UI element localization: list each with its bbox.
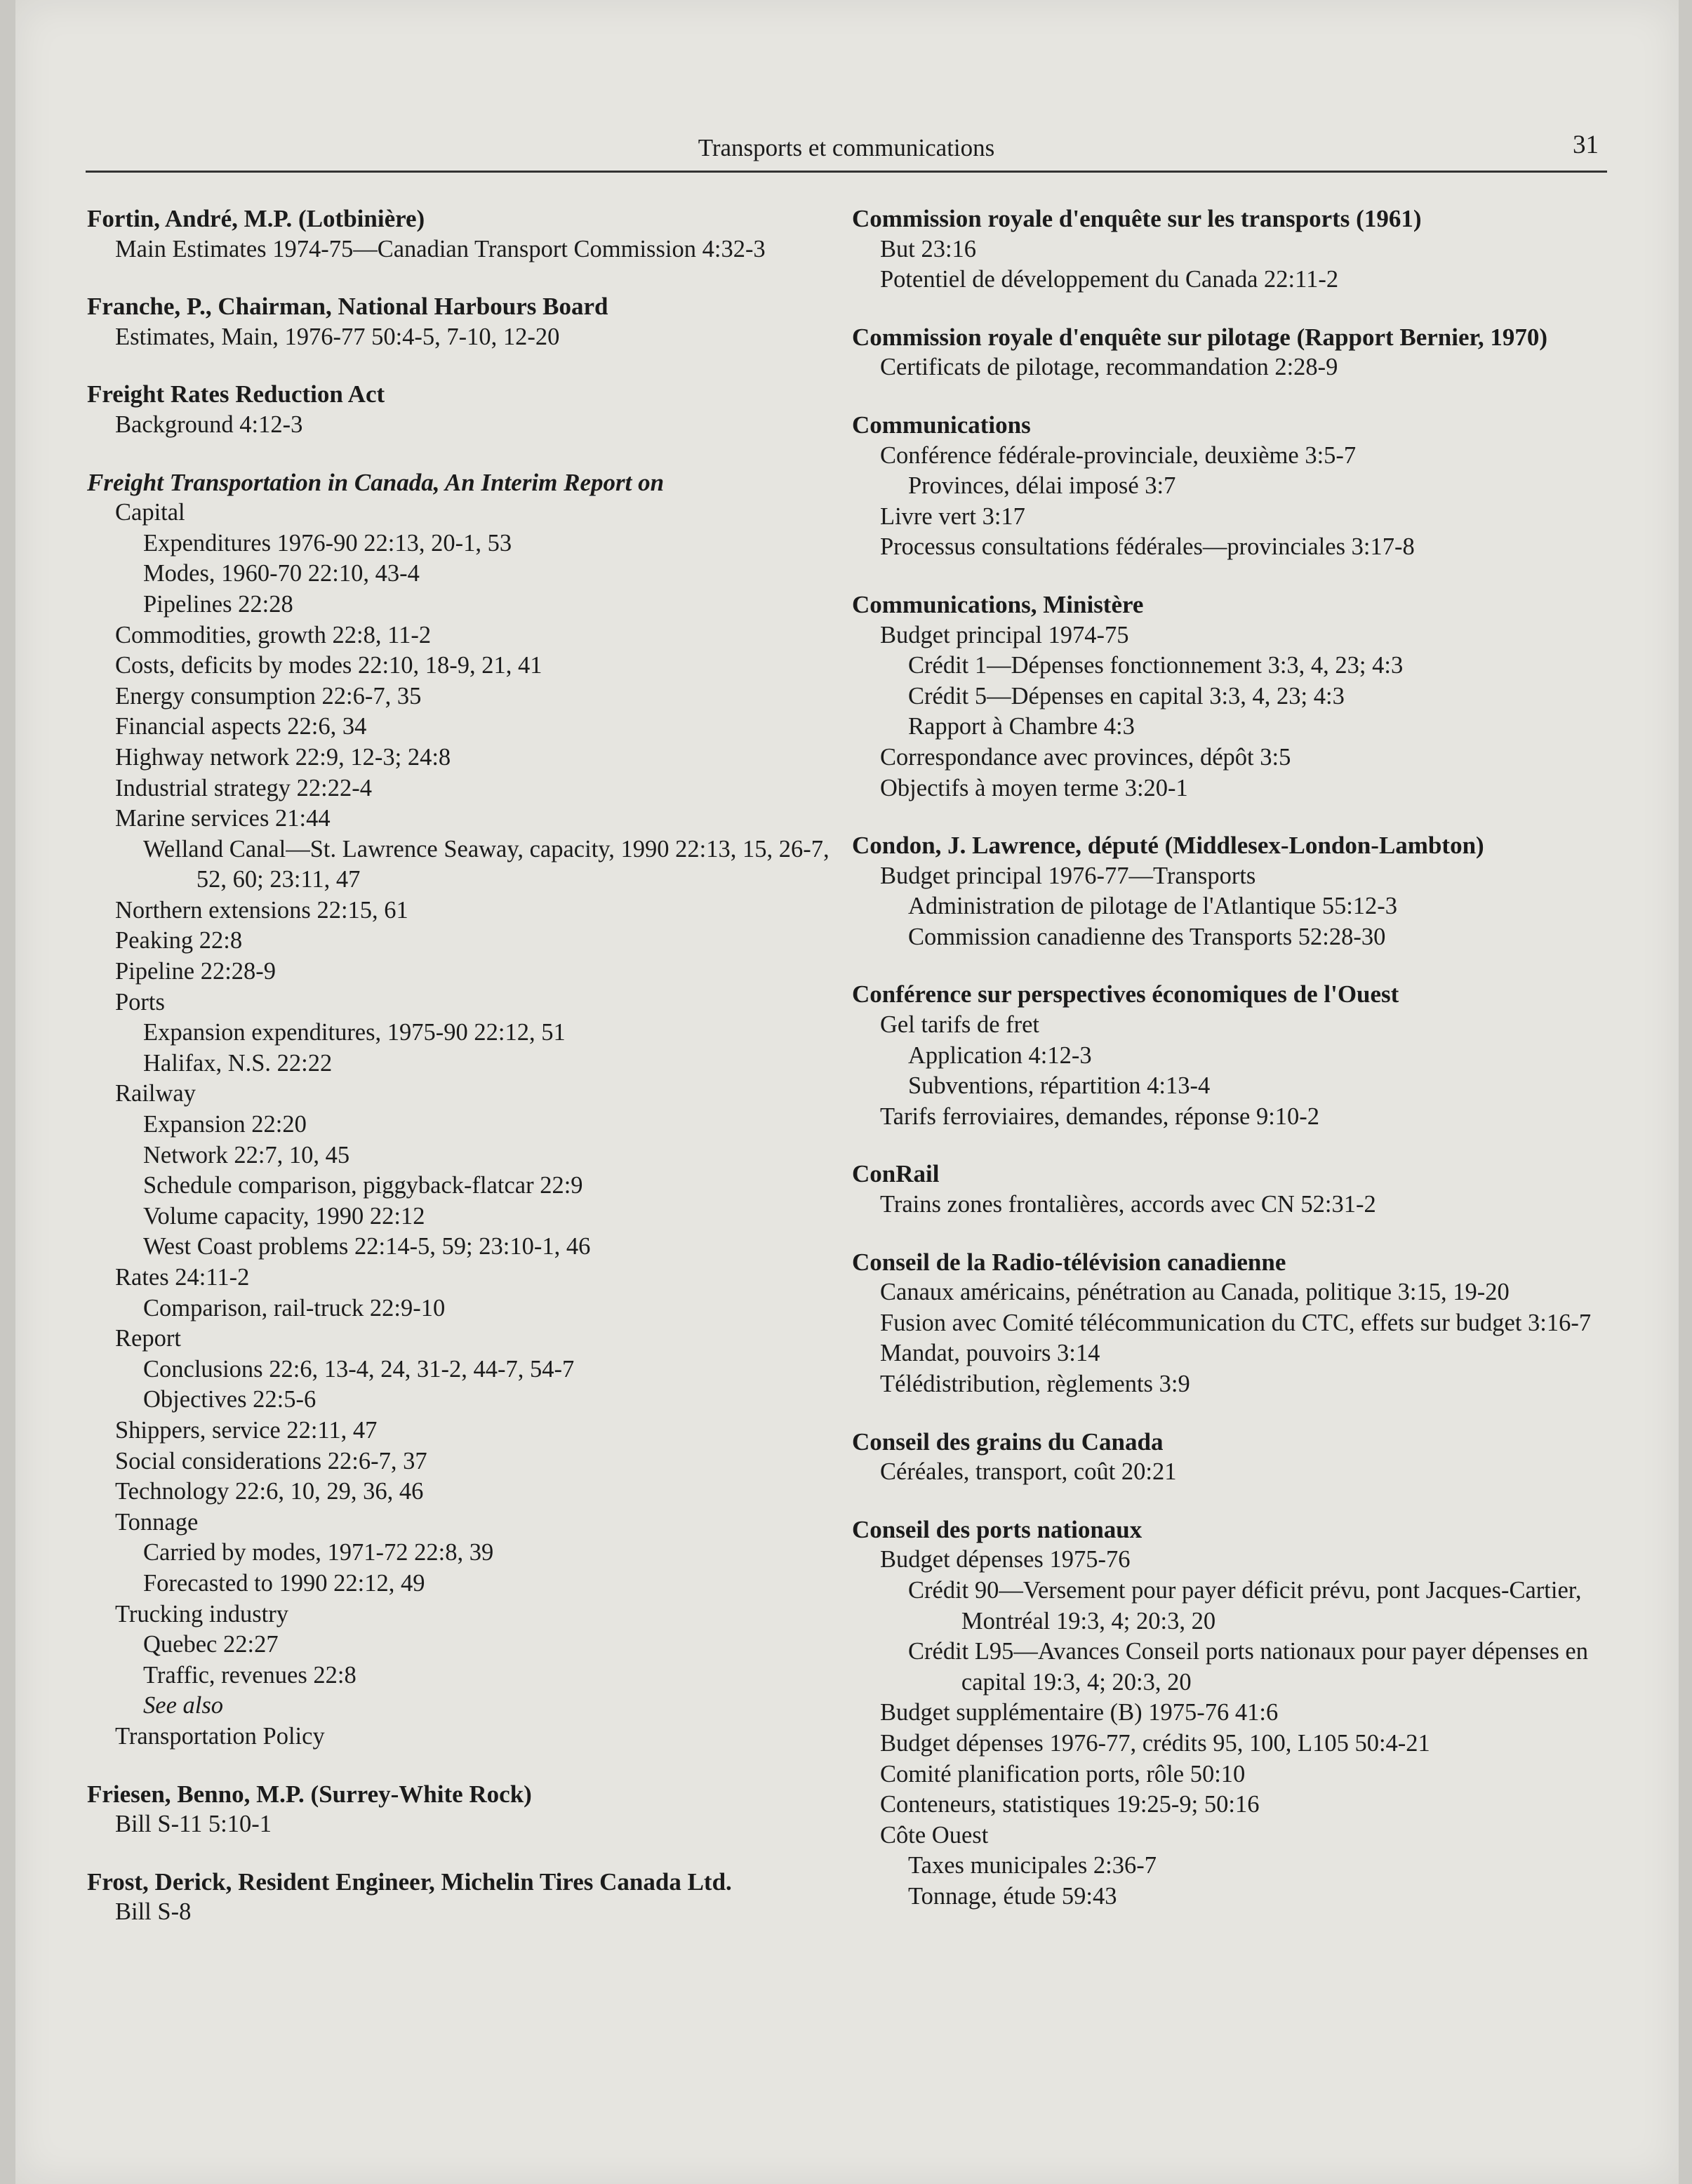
entry-subline: Ports [115, 988, 165, 1016]
entry-subline: Quebec 22:27 [143, 1631, 279, 1658]
index-entry [87, 1867, 845, 1928]
entry-subline: Tonnage [115, 1508, 199, 1536]
entry-subline: Carried by modes, 1971-72 22:8, 39 [143, 1539, 494, 1566]
entry-subline: Shippers, service 22:11, 47 [115, 1416, 378, 1444]
entry-subline: Fusion avec Comité télécommunication du CTC, effets sur budget 3:16-7 [880, 1309, 1592, 1336]
entry-subline: Report [115, 1325, 181, 1352]
entry-subline: Pipeline 22:28-9 [115, 958, 277, 985]
entry-heading: Conférence sur perspectives économiques de l'Ouest [852, 980, 1399, 1008]
entry-heading: Condon, J. Lawrence, député (Middlesex-London-Lambton) [852, 832, 1484, 860]
entry-subline: Expansion expenditures, 1975-90 22:12, 51 [143, 1019, 566, 1046]
index-entry [852, 1514, 1624, 1912]
entry-subline: Railway [115, 1080, 196, 1107]
entry-heading: Communications, Ministère [852, 590, 1144, 618]
index-entry [852, 1247, 1624, 1400]
entry-subline: Schedule comparison, piggyback-flatcar 22:9 [143, 1172, 583, 1199]
entry-subline: Budget dépenses 1976-77, crédits 95, 100, L105 50:4-21 [880, 1729, 1430, 1757]
entry-subline: Conteneurs, statistiques 19:25-9; 50:16 [880, 1791, 1260, 1818]
left-column [87, 204, 845, 1955]
entry-subline: Crédit 90—Versement pour payer déficit prévu, pont Jacques-Cartier, Montréal 19:3, 4; 20:3, 20 [908, 1576, 1582, 1634]
entry-subline: Tonnage, étude 59:43 [908, 1882, 1117, 1910]
entry-subline: Trucking industry [115, 1600, 288, 1627]
entry-subline: Social considerations 22:6-7, 37 [115, 1447, 427, 1474]
index-entry [87, 204, 845, 265]
entry-subline: Rapport à Chambre 4:3 [908, 713, 1135, 740]
entry-subline: Budget principal 1974-75 [880, 621, 1129, 648]
page-number: 31 [1573, 131, 1599, 159]
entry-subline: Potentiel de développement du Canada 22:11-2 [880, 266, 1339, 293]
index-entry [852, 830, 1624, 952]
entry-subline: Transportation Policy [115, 1722, 325, 1750]
index-entry [852, 322, 1624, 383]
entry-subline: Crédit 5—Dépenses en capital 3:3, 4, 23; 4:3 [908, 682, 1345, 710]
entry-subline: Crédit L95—Avances Conseil ports nationaux pour payer dépenses en capital 19:3, 4; 20:3, 20 [908, 1638, 1588, 1696]
entry-heading: Conseil de la Radio-télévision canadienne [852, 1248, 1286, 1276]
entry-subline: Bill S-11 5:10-1 [115, 1811, 272, 1838]
entry-heading: Freight Transportation in Canada, An Interim Report on [87, 468, 665, 496]
entry-heading: Fortin, André, M.P. (Lotbinière) [87, 205, 425, 232]
entry-subline: Conférence fédérale-provinciale, deuxième 3:5-7 [880, 441, 1357, 469]
entry-subline: Marine services 21:44 [115, 805, 331, 832]
entry-subline: Conclusions 22:6, 13-4, 24, 31-2, 44-7, 54-7 [143, 1355, 575, 1383]
index-entry [87, 379, 845, 440]
entry-subline: Livre vert 3:17 [880, 502, 1025, 530]
index-page [15, 0, 1679, 2184]
entry-subline: Bill S-8 [115, 1898, 192, 1926]
entry-heading: Franche, P., Chairman, National Harbours Board [87, 293, 608, 321]
entry-subline: Commodities, growth 22:8, 11-2 [115, 621, 432, 648]
entry-subline: Mandat, pouvoirs 3:14 [880, 1340, 1100, 1367]
entry-subline: Objectives 22:5-6 [143, 1386, 317, 1413]
entry-heading: Communications [852, 411, 1031, 439]
entry-subline: Traffic, revenues 22:8 [143, 1661, 357, 1689]
entry-subline: Budget supplémentaire (B) 1975-76 41:6 [880, 1699, 1279, 1726]
entry-subline: Financial aspects 22:6, 34 [115, 713, 367, 740]
entry-subline: Welland Canal—St. Lawrence Seaway, capacity, 1990 22:13, 15, 26-7, 52, 60; 23:11, 47 [143, 835, 830, 893]
entry-subline: Application 4:12-3 [908, 1041, 1092, 1069]
index-entry [87, 291, 845, 352]
entry-subline: Canaux américains, pénétration au Canada, politique 3:15, 19-20 [880, 1279, 1510, 1306]
entry-subline: Energy consumption 22:6-7, 35 [115, 682, 422, 710]
entry-subline: Côte Ouest [880, 1821, 989, 1849]
entry-subline: Pipelines 22:28 [143, 590, 293, 618]
entry-subline: Céréales, transport, coût 20:21 [880, 1458, 1177, 1486]
index-entry [87, 1779, 845, 1840]
entry-subline: West Coast problems 22:14-5, 59; 23:10-1, 46 [143, 1233, 591, 1260]
entry-subline: Subventions, répartition 4:13-4 [908, 1072, 1211, 1100]
entry-subline: Highway network 22:9, 12-3; 24:8 [115, 743, 451, 771]
entry-subline: Certificats de pilotage, recommandation 2:28-9 [880, 354, 1338, 381]
index-entry [852, 1159, 1624, 1220]
entry-subline: Crédit 1—Dépenses fonctionnement 3:3, 4, 23; 4:3 [908, 652, 1404, 679]
entry-subline: Tarifs ferroviaires, demandes, réponse 9:10-2 [880, 1103, 1320, 1130]
entry-subline: Correspondance avec provinces, dépôt 3:5 [880, 743, 1291, 771]
entry-subline: Expenditures 1976-90 22:13, 20-1, 53 [143, 529, 512, 557]
running-title: Transports et communications [698, 134, 995, 161]
entry-subline: Forecasted to 1990 22:12, 49 [143, 1569, 425, 1597]
entry-subline: Expansion 22:20 [143, 1111, 307, 1138]
entry-subline: But 23:16 [880, 235, 977, 262]
entry-subline: Gel tarifs de fret [880, 1011, 1040, 1039]
entry-heading: Commission royale d'enquête sur pilotage (Rapport Bernier, 1970) [852, 323, 1548, 351]
entry-subline: Objectifs à moyen terme 3:20-1 [880, 774, 1188, 801]
entry-subline: Northern extensions 22:15, 61 [115, 896, 408, 924]
index-entry [87, 467, 845, 1752]
entry-subline: Comité planification ports, rôle 50:10 [880, 1760, 1246, 1787]
entry-heading: Commission royale d'enquête sur les transports (1961) [852, 205, 1422, 232]
entry-subline: Comparison, rail-truck 22:9-10 [143, 1294, 446, 1321]
index-entry [852, 590, 1624, 804]
entry-subline: Network 22:7, 10, 45 [143, 1141, 350, 1168]
entry-heading: ConRail [852, 1160, 940, 1188]
entry-heading: Frost, Derick, Resident Engineer, Michelin Tires Canada Ltd. [87, 1867, 732, 1896]
index-entry [852, 410, 1624, 563]
entry-subline: Costs, deficits by modes 22:10, 18-9, 21, 41 [115, 652, 542, 679]
entry-subline: Modes, 1960-70 22:10, 43-4 [143, 560, 420, 587]
page-header [86, 128, 1607, 173]
index-entry [852, 979, 1624, 1132]
entry-subline: Industrial strategy 22:22-4 [115, 774, 373, 801]
index-entry [852, 204, 1624, 295]
right-column [852, 204, 1624, 1939]
entry-subline: See also [143, 1692, 224, 1719]
entry-subline: Technology 22:6, 10, 29, 36, 46 [115, 1478, 424, 1505]
entry-subline: Capital [115, 499, 185, 526]
entry-heading: Friesen, Benno, M.P. (Surrey-White Rock) [87, 1780, 532, 1808]
entry-subline: Main Estimates 1974-75—Canadian Transport Commission 4:32-3 [115, 235, 766, 262]
entry-subline: Commission canadienne des Transports 52:28-30 [908, 923, 1386, 950]
entry-subline: Taxes municipales 2:36-7 [908, 1852, 1157, 1879]
entry-subline: Trains zones frontalières, accords avec CN 52:31-2 [880, 1191, 1376, 1218]
entry-subline: Peaking 22:8 [115, 927, 243, 954]
entry-subline: Administration de pilotage de l'Atlantique 55:12-3 [908, 893, 1398, 920]
entry-subline: Télédistribution, règlements 3:9 [880, 1371, 1190, 1397]
entry-subline: Budget dépenses 1975-76 [880, 1546, 1131, 1573]
entry-heading: Freight Rates Reduction Act [87, 380, 385, 408]
entry-subline: Volume capacity, 1990 22:12 [143, 1202, 425, 1230]
entry-heading: Conseil des grains du Canada [852, 1427, 1164, 1456]
entry-subline: Estimates, Main, 1976-77 50:4-5, 7-10, 12-20 [115, 323, 560, 350]
entry-heading: Conseil des ports nationaux [852, 1515, 1143, 1543]
entry-subline: Background 4:12-3 [115, 411, 303, 438]
entry-subline: Rates 24:11-2 [115, 1264, 250, 1291]
entry-subline: Provinces, délai imposé 3:7 [908, 472, 1176, 500]
index-entry [852, 1427, 1624, 1488]
entry-subline: Budget principal 1976-77—Transports [880, 862, 1256, 889]
entry-subline: Halifax, N.S. 22:22 [143, 1049, 333, 1077]
entry-subline: Processus consultations fédérales—provinciales 3:17-8 [880, 533, 1415, 561]
